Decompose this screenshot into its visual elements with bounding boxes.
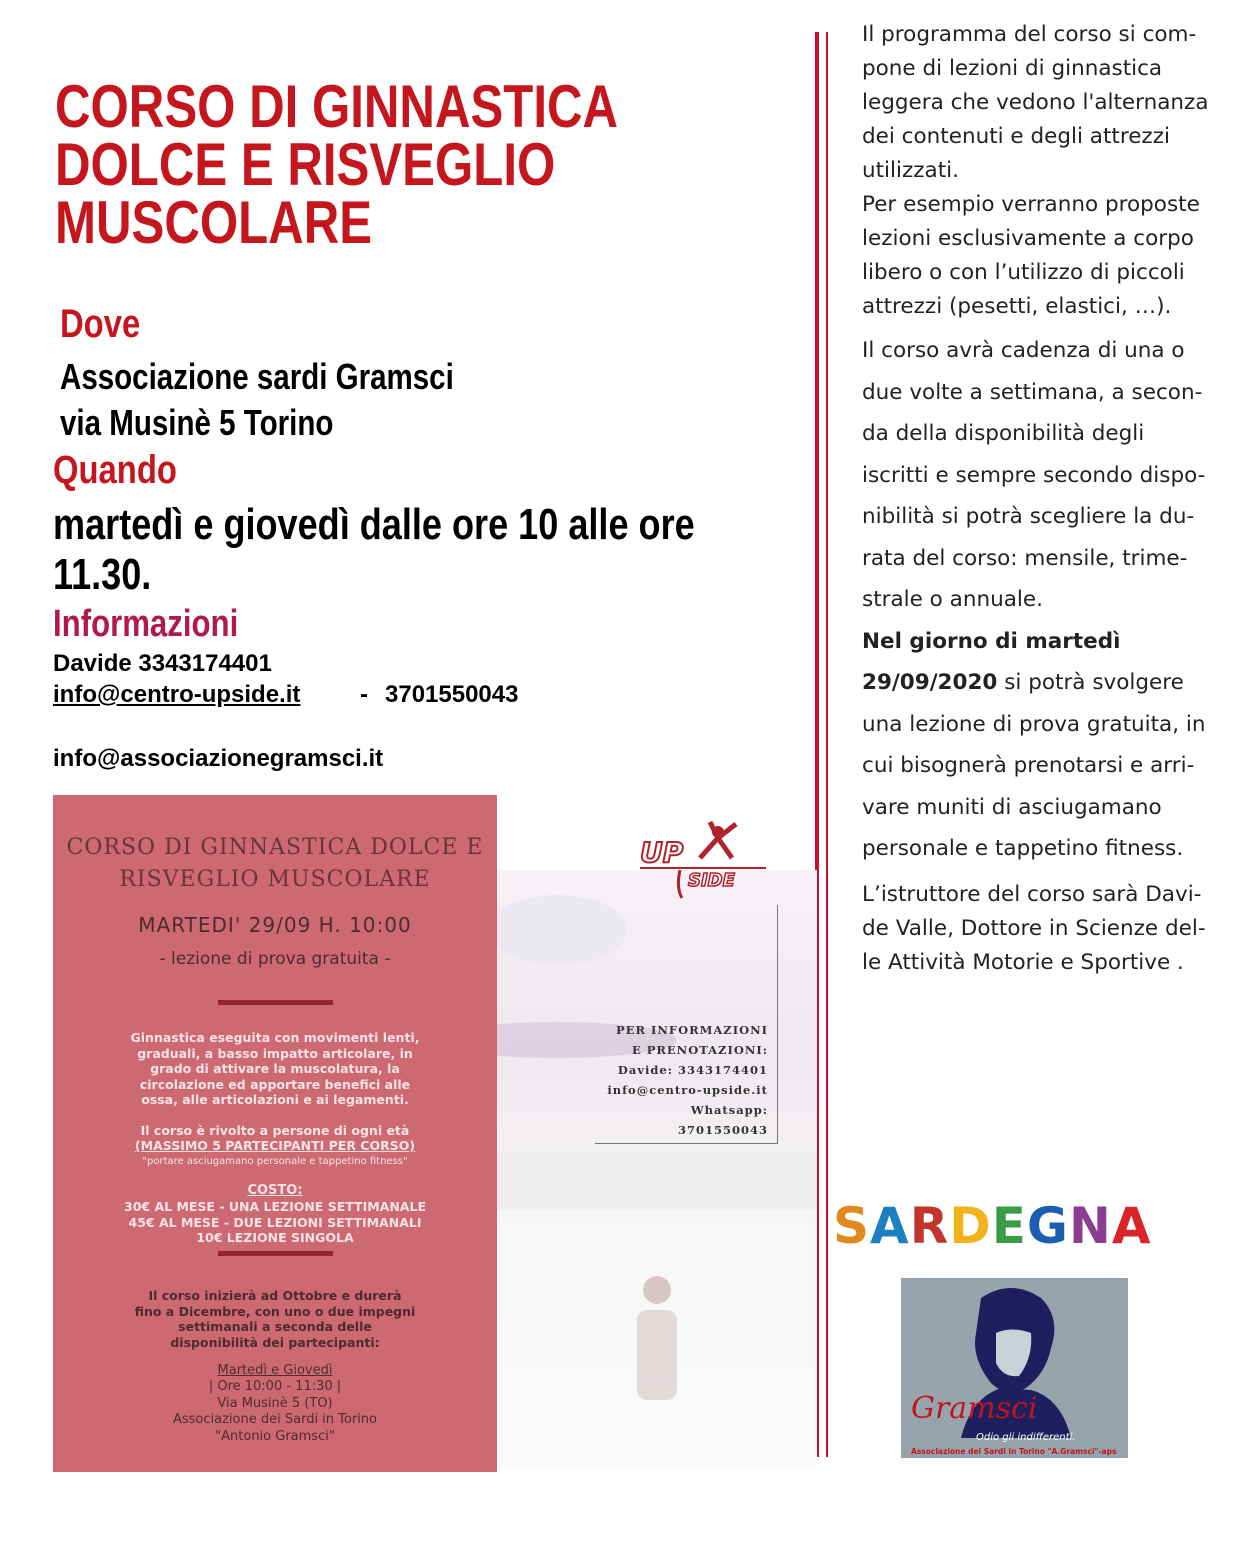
flyer-schedule-line: Via Musinè 5 (TO) [217,1395,333,1411]
flyer-start-line: fino a Dicembre, con uno o due impegni [134,1303,416,1319]
description-paragraph-1 [862,18,1232,324]
text-line: Per esempio verranno proposte [862,192,1200,217]
flyer-bring-items: "portare asciugamano personale e tappetino fitness" [142,1156,408,1167]
flyer-date: MARTEDI' 29/09 H. 10:00 [138,913,412,937]
flyer-desc-line: ossa, alle articolazioni e ai legamenti. [141,1092,409,1107]
email-gramsci-link[interactable]: info@associazionegramsci.it [53,745,384,772]
when-label: Quando [53,448,177,492]
flyer-schedule-line: | Ore 10:00 - 11:30 | [208,1379,342,1394]
course-flyer [53,795,497,1472]
gramsci-signature: Gramsci [911,1391,1038,1426]
flyer-desc-line: graduali, a basso impatto articolare, in [137,1045,413,1061]
text-line: pone di lezioni di ginnastica [862,56,1163,81]
flyer-cost-line: 45€ AL MESE - DUE LEZIONI SETTIMANALI [128,1214,422,1230]
flyer-divider-1 [218,1000,333,1005]
where-line-1: Associazione sardi Gramsci [60,356,454,397]
flyer-desc-line: Ginnastica eseguita con movimenti lenti, [130,1030,420,1045]
text-line: personale e tappetino fitness. [862,836,1184,861]
text-line: lezioni esclusivamente a corpo [862,226,1194,251]
flyer-contact-line: Davide: 3343174401 [617,1063,768,1077]
text-line: dei contenuti e degli attrezzi [862,124,1170,149]
text-line: libero o con l’utilizzo di piccoli [862,260,1185,285]
text-line: due volte a settimana, a secon- [862,379,1203,405]
title-line-3: MUSCOLARE [55,189,373,256]
flyer-contact-line: 3701550043 [677,1123,768,1137]
gramsci-association-name: Associazione dei Sardi in Torino "A.Gramsci"-aps [911,1447,1117,1456]
vertical-divider-thin [826,32,828,1457]
flyer-title-line-2: RISVEGLIO MUSCOLARE [119,867,431,892]
text-line: una lezione di prova gratuita, in [862,711,1206,737]
flyer-trial-lesson: - lezione di prova gratuita - [159,949,391,969]
sardegna-letter: A [1111,1197,1152,1255]
flyer-cost-line: 10€ LEZIONE SINGOLA [196,1230,354,1245]
flyer-audience: Il corso è rivolto a persone di ogni età [140,1123,410,1138]
sardegna-letter: D [949,1197,992,1255]
sardegna-letter: S [833,1197,871,1255]
text-line: Il corso avrà cadenza di una o [862,338,1185,363]
where-label: Dove [60,302,141,346]
flyer-start-line: Il corso inizierà ad Ottobre e durerà [148,1288,402,1303]
text-line: Il programma del corso si com- [862,22,1197,47]
trial-text-start: si potrà svolgere [997,670,1184,695]
flyer-contact-line: E PRENOTAZIONI: [631,1043,768,1057]
flyer-contact-line: PER INFORMAZIONI [616,1023,768,1037]
phone-whatsapp: 3701550043 [385,681,519,708]
text-line: utilizzati. [862,158,959,183]
text-line: iscritti e sempre secondo dispo- [862,462,1206,488]
text-line: le Attività Motorie e Sportive . [862,949,1184,975]
sardegna-letter: G [1026,1197,1069,1255]
title-line-2: DOLCE E RISVEGLIO [55,131,556,198]
info-label: Informazioni [53,603,239,645]
sardegna-letter: N [1068,1197,1112,1255]
email-upside-link[interactable]: info@centro-upside.it [53,681,301,708]
sardegna-logo [833,1197,1152,1255]
trial-date: 29/09/2020 [862,670,998,695]
flyer-description [53,1030,497,1108]
flyer-contact-line: Whatsapp: [690,1103,768,1117]
flyer-schedule-line: Associazione dei Sardi in Torino [172,1412,378,1427]
upside-logo-side: SIDE [688,870,735,891]
description-paragraph-2 [862,330,1232,621]
contact-name-phone: Davide 3343174401 [53,650,272,677]
text-line: nibilità si potrà scegliere la du- [862,504,1195,529]
flyer-desc-line: grado di attivare la muscolatura, la [150,1061,400,1076]
flyer-costs [53,1199,497,1246]
upside-logo [640,818,766,900]
text-line: rata del corso: mensile, trime- [862,545,1188,571]
flyer-desc-line: circolazione ed apportare benefici alle [139,1076,411,1092]
trial-day-label: Nel giorno di martedì [862,628,1121,654]
flyer-contact-line: info@centro-upside.it [607,1083,768,1097]
flyer-cost-label: COSTO: [247,1183,303,1198]
title-line-1: CORSO DI GINNASTICA [55,73,619,140]
flyer-start-line: settimanali a seconda delle [178,1319,372,1334]
gramsci-quote: Odio gli indifferenti. [976,1432,1076,1443]
contact-separator: - [360,681,368,708]
text-line: da della disponibilità degli [862,421,1145,446]
flyer-title-line-1: CORSO DI GINNASTICA DOLCE E [66,835,484,860]
text-line: attrezzi (pesetti, elastici, …). [862,294,1172,319]
text-line: leggera che vedono l'alternanza [862,90,1209,115]
flyer-cost-line: 30€ AL MESE - UNA LEZIONE SETTIMANALE [124,1199,426,1214]
description-paragraph-4 [862,878,1232,980]
gramsci-portrait [901,1278,1128,1458]
text-line: de Valle, Dottore in Scienze del- [862,915,1206,941]
flyer-start-info [53,1288,497,1350]
page-title [55,73,619,256]
sardegna-letter: R [909,1197,950,1255]
when-line-1: martedì e giovedì dalle ore 10 alle ore [53,500,695,549]
where-line-2: via Musinè 5 Torino [60,402,334,443]
gramsci-association-logo [901,1278,1128,1458]
sardegna-letter: E [991,1197,1027,1255]
text-line: strale o annuale. [862,587,1043,612]
text-line: cui bisognerà prenotarsi e arri- [862,753,1195,778]
text-line: vare muniti di asciugamano [862,794,1162,820]
flyer-schedule [53,1379,497,1445]
flyer-divider-2 [218,1251,333,1256]
description-paragraph-3 [862,621,1232,870]
flyer-start-line: disponibilità dei partecipanti: [170,1334,380,1350]
flyer-contact-info [600,1020,768,1140]
upside-logo-up: UP [640,836,684,869]
flyer-schedule-line: "Antonio Gramsci" [215,1428,335,1444]
sardegna-letter: A [870,1197,910,1255]
text-line: L’istruttore del corso sarà Davi- [862,881,1202,907]
flyer-max-participants: (MASSIMO 5 PARTECIPANTI PER CORSO) [134,1138,416,1153]
flyer-schedule-label: Martedì e Giovedì [217,1363,333,1378]
when-line-2: 11.30. [53,550,152,599]
course-description [862,18,1232,980]
